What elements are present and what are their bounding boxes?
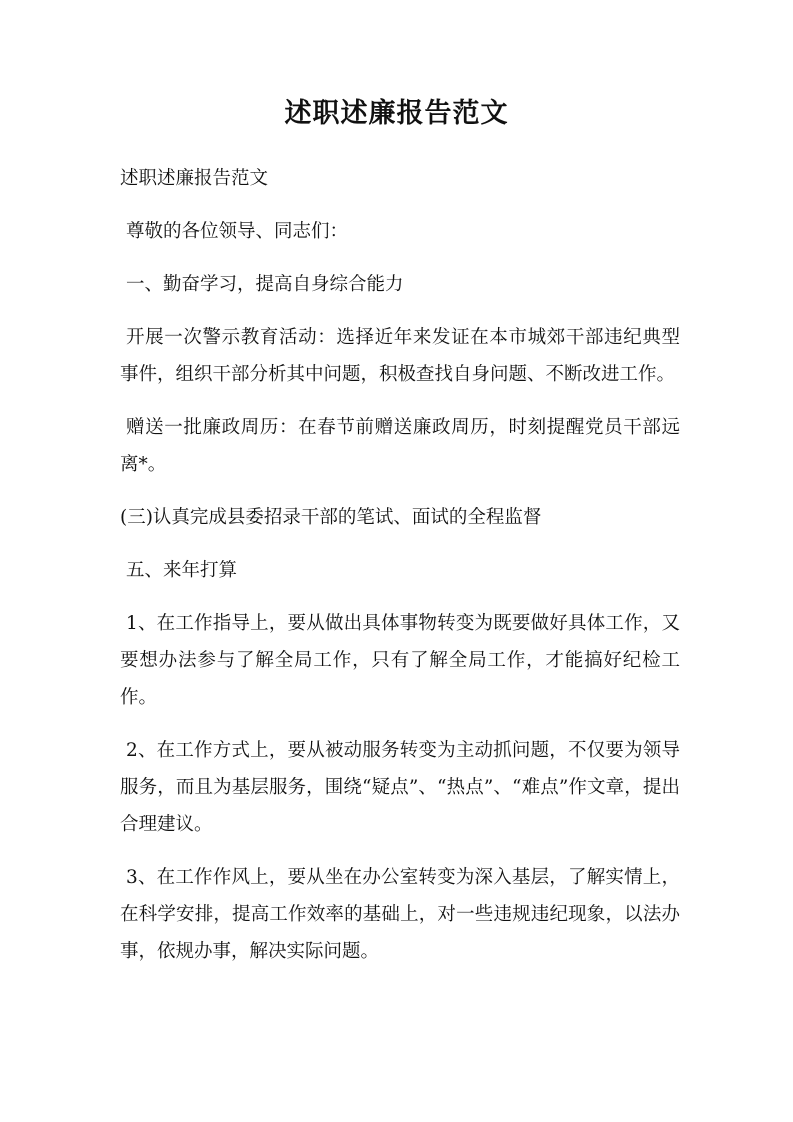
paragraph-plan-3: 3、在工作作风上，要从坐在办公室转变为深入基层，了解实情上，在科学安排，提高工作效率的基础上，对一些违规违纪现象，以法办事，依规办事，解决实际问题。	[120, 867, 680, 962]
paragraph-supervision: (三)认真完成县委招录干部的笔试、面试的全程监督	[120, 507, 542, 528]
paragraph-next-year-heading: 五、来年打算	[126, 560, 238, 581]
document-title: 述职述廉报告范文	[284, 98, 509, 129]
paragraph-plan-2: 2、在工作方式上，要从被动服务转变为主动抓问题，不仅要为领导服务，而且为基层服务，围绕“疑点”、“热点”、“难点”作文章，提出合理建议。	[120, 740, 680, 835]
paragraph-subtitle: 述职述廉报告范文	[120, 168, 269, 189]
document-body	[120, 160, 680, 986]
paragraph-section-heading: 一、勤奋学习，提高自身综合能力	[126, 274, 404, 295]
paragraph-salutation: 尊敬的各位领导、同志们：	[126, 221, 349, 242]
paragraph-calendar: 赠送一批廉政周历：在春节前赠送廉政周历，时刻提醒党员干部远离*。	[120, 417, 680, 475]
paragraph-warning-education: 开展一次警示教育活动：选择近年来发证在本市城郊干部违纪典型事件，组织干部分析其中问题，积极查找自身问题、不断改进工作。	[120, 327, 680, 385]
paragraph-plan-1: 1、在工作指导上，要从做出具体事物转变为既要做好具体工作，又要想办法参与了解全局工作，只有了解全局工作，才能搞好纪检工作。	[120, 613, 680, 708]
